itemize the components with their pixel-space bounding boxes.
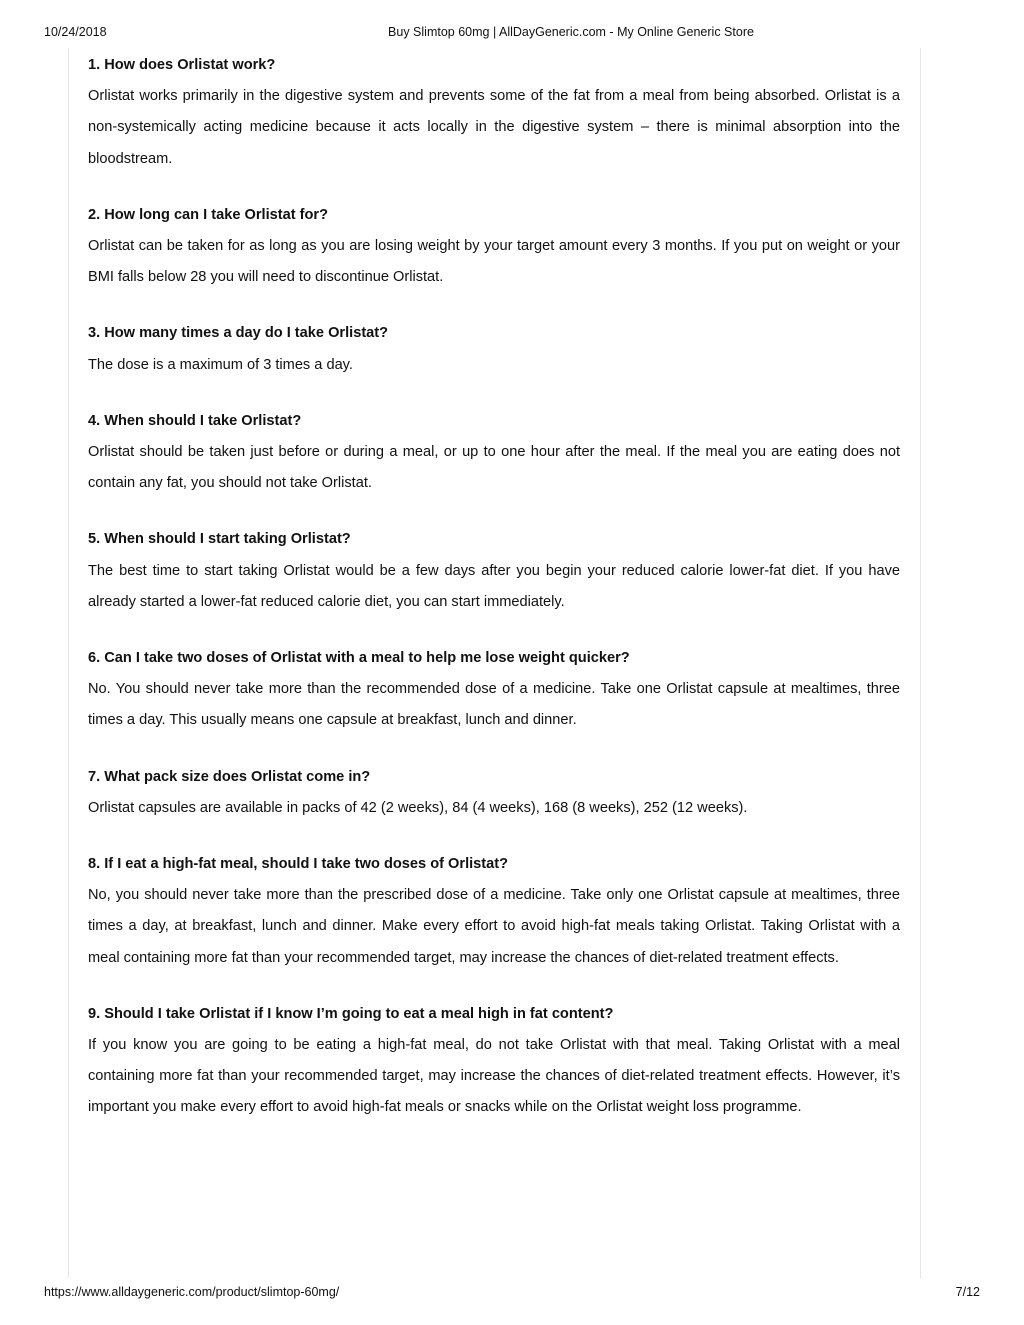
faq-item-8: [88, 849, 900, 974]
faq-question: 6. Can I take two doses of Orlistat with a meal to help me lose weight quicker?: [88, 650, 630, 667]
faq-item-1: [88, 50, 900, 175]
print-footer: [0, 1285, 1024, 1301]
print-url: https://www.alldaygeneric.com/product/slimtop-60mg/: [44, 1285, 340, 1299]
faq-item-3: [88, 318, 900, 380]
faq-question: 5. When should I start taking Orlistat?: [88, 531, 351, 548]
faq-item-7: [88, 762, 900, 824]
faq-item-9: [88, 999, 900, 1124]
faq-item-2: [88, 200, 900, 294]
faq-item-5: [88, 524, 900, 618]
faq-question: 7. What pack size does Orlistat come in?: [88, 768, 371, 785]
faq-question: 1. How does Orlistat work?: [88, 57, 276, 73]
faq-answer: Orlistat should be taken just before or during a meal, or up to one hour after the meal. If the meal you are eating does not contain any fat, you should not take Orlistat.: [88, 444, 900, 492]
faq-answer: No. You should never take more than the recommended dose of a medicine. Take one Orlistat capsule at mealtimes, three times a day. This usually means one capsule at breakfast, lunch and dinner.: [88, 681, 900, 729]
faq-question: 8. If I eat a high-fat meal, should I take two doses of Orlistat?: [88, 856, 509, 873]
faq-answer: Orlistat works primarily in the digestive system and prevents some of the fat from a meal from being absorbed. Orlistat is a non-systemically acting medicine because it acts locally in the digestive system – there is minimal absorption into the bloodstream.: [88, 88, 900, 167]
page-number: 7/12: [955, 1285, 980, 1299]
print-date: 10/24/2018: [44, 25, 107, 39]
faq-list: [88, 50, 900, 1149]
faq-question: 2. How long can I take Orlistat for?: [88, 206, 329, 223]
faq-item-6: [88, 643, 900, 737]
faq-question: 4. When should I take Orlistat?: [88, 412, 302, 429]
faq-answer: If you know you are going to be eating a high-fat meal, do not take Orlistat with that meal. Taking Orlistat with a meal containing more fat than your recommended target, may increase the chances of diet-related treatment effects. However, it’s important you make every effort to avoid high-fat meals or snacks while on the Orlistat weight loss programme.: [88, 1037, 900, 1116]
faq-answer: No, you should never take more than the prescribed dose of a medicine. Take only one Orlistat capsule at mealtimes, three times a day, at breakfast, lunch and dinner. Make every effort to avoid high-fat meals taking Orlistat. Taking Orlistat with a meal containing more fat than your recommended target, may increase the chances of diet-related treatment effects.: [88, 887, 900, 966]
print-header: [0, 25, 1024, 41]
print-page-title: Buy Slimtop 60mg | AllDayGeneric.com - My Online Generic Store: [388, 25, 754, 39]
faq-answer: Orlistat can be taken for as long as you are losing weight by your target amount every 3 months. If you put on weight or your BMI falls below 28 you will need to discontinue Orlistat.: [88, 238, 900, 286]
faq-question: 9. Should I take Orlistat if I know I’m going to eat a meal high in fat content?: [88, 1005, 614, 1022]
faq-answer: The dose is a maximum of 3 times a day.: [88, 356, 353, 373]
faq-item-4: [88, 406, 900, 500]
faq-answer: Orlistat capsules are available in packs of 42 (2 weeks), 84 (4 weeks), 168 (8 weeks), 252 (12 weeks).: [88, 799, 748, 816]
faq-answer: The best time to start taking Orlistat would be a few days after you begin your reduced calorie lower-fat diet. If you have already started a lower-fat reduced calorie diet, you can start immediately.: [88, 562, 900, 610]
faq-question: 3. How many times a day do I take Orlistat?: [88, 325, 389, 342]
